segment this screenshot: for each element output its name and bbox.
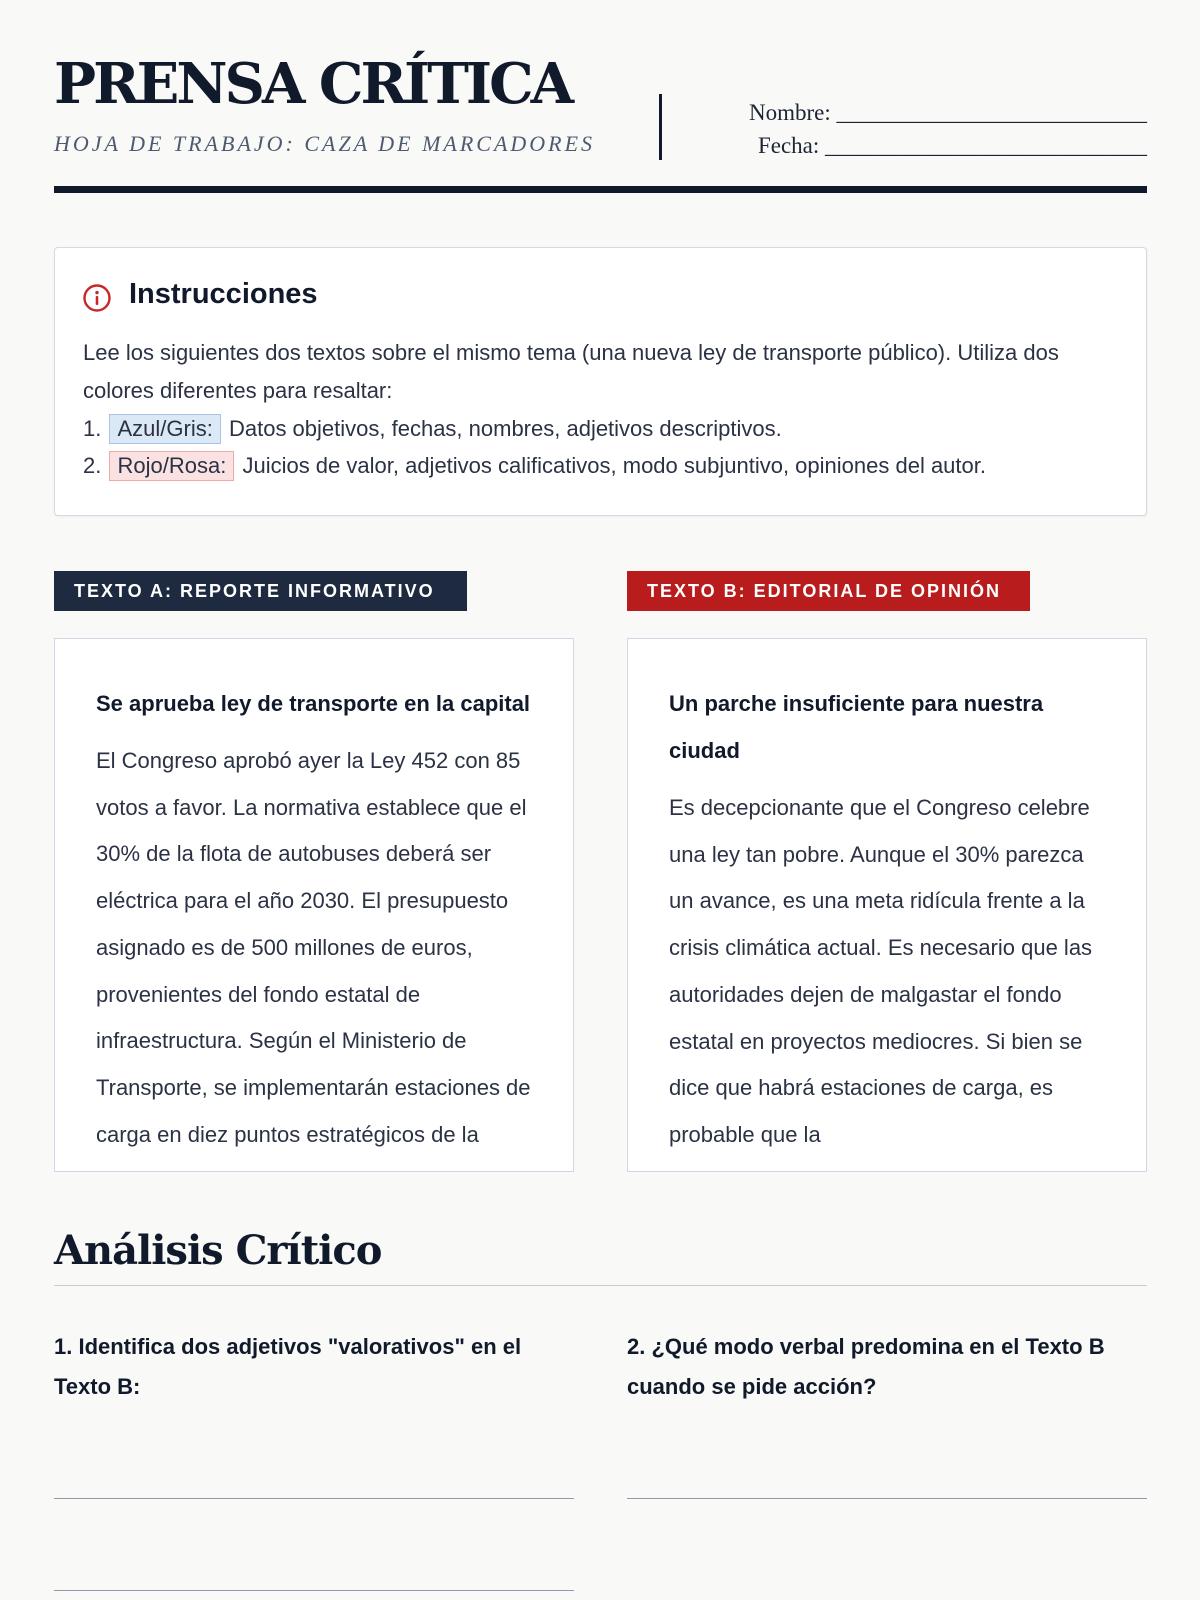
text-b-title: Un parche insuficiente para nuestra ciudad bbox=[669, 691, 1044, 763]
text-a-body: El Congreso aprobó ayer la Ley 452 con 85 votos a favor. La normativa establece que el 30% de la flota de autobuses deberá ser eléctrica para el año 2030. El presupuesto asignado es de 500 millones de euros, provenientes del fondo estatal de infraestructura. Según el Ministerio de Transporte, se implementarán estaciones de carga en diez puntos estratégicos de la bbox=[96, 748, 531, 1147]
instructions-box bbox=[54, 247, 1147, 516]
instructions-text bbox=[83, 334, 1123, 484]
info-icon bbox=[83, 284, 111, 312]
blue-highlight-tag: Azul/Gris: bbox=[109, 414, 220, 444]
text-b-article bbox=[627, 638, 1147, 1172]
brand-title: PRENSA CRÍTICA bbox=[54, 51, 572, 117]
question-1: 1. Identifica dos adjetivos "valorativos" en el Texto B: bbox=[54, 1334, 522, 1399]
question-2: 2. ¿Qué modo verbal predomina en el Texto B cuando se pide acción? bbox=[627, 1334, 1105, 1399]
header-rule bbox=[54, 186, 1147, 193]
worksheet-subtitle: HOJA DE TRABAJO: CAZA DE MARCADORES bbox=[54, 131, 596, 156]
red-highlight-tag: Rojo/Rosa: bbox=[109, 451, 234, 481]
date-field[interactable]: Fecha: ____________________________ bbox=[757, 133, 1147, 158]
answer-line-q1-second[interactable] bbox=[54, 1590, 574, 1591]
analysis-title: Análisis Crítico bbox=[54, 1227, 382, 1274]
text-b-label: TEXTO B: EDITORIAL DE OPINIÓN bbox=[627, 571, 1030, 611]
answer-line-q1[interactable] bbox=[54, 1498, 574, 1499]
instruction-item bbox=[83, 410, 1123, 447]
worksheet-page bbox=[54, 0, 1147, 1399]
instruction-number: 1. bbox=[83, 416, 102, 441]
page-header bbox=[54, 0, 1147, 195]
instruction-number: 2. bbox=[83, 453, 102, 478]
instruction-text: Juicios de valor, adjetivos calificativos, modo subjuntivo, opiniones del autor. bbox=[242, 453, 986, 478]
student-fields bbox=[677, 96, 1147, 162]
header-divider bbox=[659, 94, 662, 160]
text-b-body: Es decepcionante que el Congreso celebre una ley tan pobre. Aunque el 30% parezca un avance, es una meta ridícula frente a la crisis climática actual. Es necesario que las autoridades dejen de malgastar el fondo estatal en proyectos mediocres. Si bien se dice que habrá estaciones de carga, es probable que la bbox=[669, 795, 1093, 1147]
text-a-title: Se aprueba ley de transporte en la capital bbox=[96, 691, 531, 716]
instructions-title: Instrucciones bbox=[129, 278, 318, 310]
answer-line-q2[interactable] bbox=[627, 1498, 1147, 1499]
text-a-label: TEXTO A: REPORTE INFORMATIVO bbox=[54, 571, 467, 611]
instruction-text: Datos objetivos, fechas, nombres, adjetivos descriptivos. bbox=[228, 416, 782, 441]
name-field[interactable]: Nombre: ___________________________ bbox=[748, 100, 1147, 125]
analysis-rule bbox=[54, 1285, 1147, 1286]
text-a-article bbox=[54, 638, 574, 1172]
instructions-intro: Lee los siguientes dos textos sobre el mismo tema (una nueva ley de transporte público). Utiliza dos colores diferentes para resaltar: bbox=[83, 340, 1059, 403]
instruction-item bbox=[83, 447, 1123, 484]
